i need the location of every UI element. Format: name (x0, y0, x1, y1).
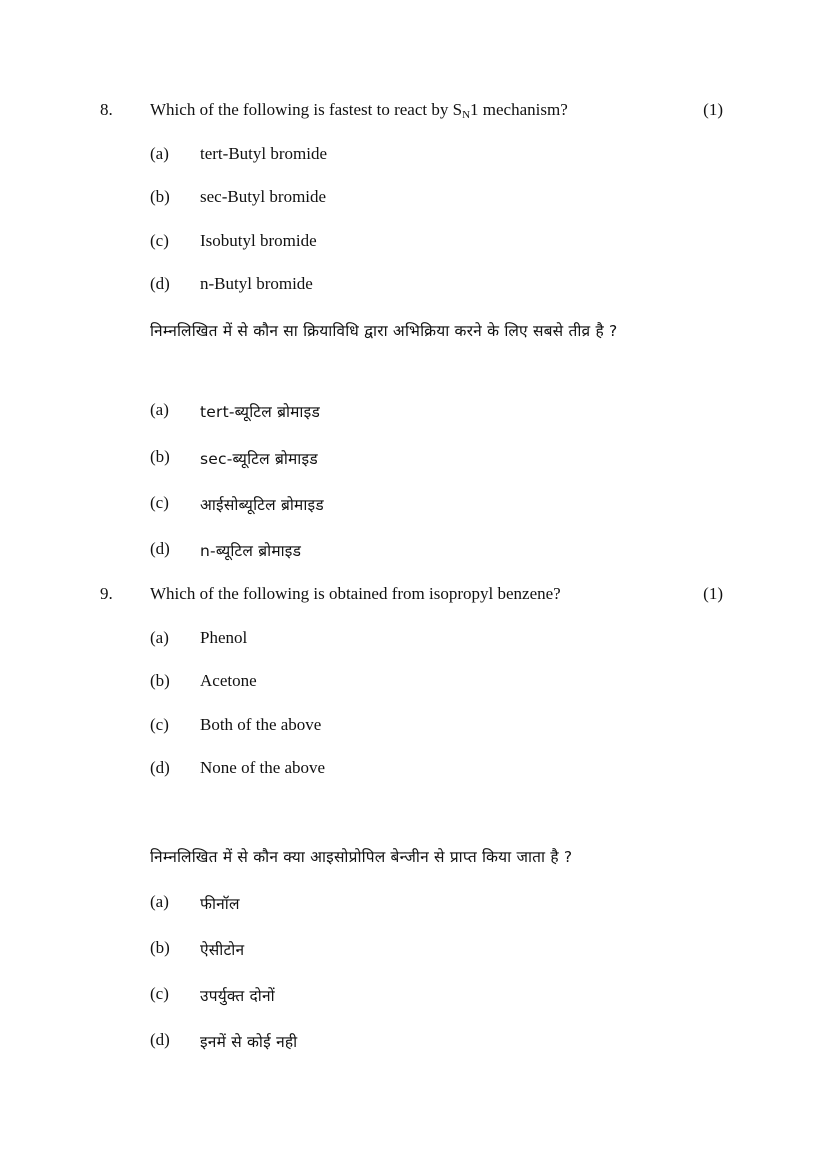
question-8-text-start: Which of the following is fastest to react by S (150, 100, 463, 119)
q8-hi-option-b-label: (b) (150, 447, 170, 466)
q8-hi-option-c-text: आईसोब्यूटिल ब्रोमाइड (200, 496, 324, 514)
question-8-text-end: 1 mechanism? (470, 100, 568, 119)
q9-en-option-c-text: Both of the above (200, 715, 322, 734)
q9-en-option-a-text: Phenol (200, 628, 248, 647)
q8-hi-option-c-label: (c) (150, 493, 169, 512)
question-9-marks: (1) (703, 584, 723, 603)
q8-en-option-b-label: (b) (150, 187, 170, 206)
question-9-hindi-text: निम्नलिखित में से कौन क्या आइसोप्रोपिल बेन्जीन से प्राप्त किया जाता है ? (150, 848, 573, 866)
question-8-number: 8. (100, 100, 113, 119)
q8-en-option-d-label: (d) (150, 274, 170, 293)
question-9-number: 9. (100, 584, 113, 603)
q9-hi-option-c-label: (c) (150, 984, 169, 1003)
q9-hi-option-a-label: (a) (150, 892, 169, 911)
q8-en-option-b-text: sec-Butyl bromide (200, 187, 327, 206)
q9-hi-option-d-text: इनमें से कोई नही (200, 1033, 298, 1051)
q9-en-option-d-label: (d) (150, 758, 170, 777)
question-8-hindi-text: निम्नलिखित में से कौन सा क्रियाविधि द्वारा अभिक्रिया करने के लिए सबसे तीव्र है ? (150, 322, 618, 340)
q9-en-option-c-label: (c) (150, 715, 169, 734)
q8-en-option-a-label: (a) (150, 144, 169, 163)
question-9-text: Which of the following is obtained from isopropyl benzene? (150, 584, 561, 603)
q9-en-option-b-text: Acetone (200, 671, 257, 690)
q8-hi-option-d-text: n-ब्यूटिल ब्रोमाइड (200, 542, 302, 560)
question-8-subscript: N (462, 109, 471, 121)
q8-hi-option-a-label: (a) (150, 400, 169, 419)
q8-en-option-a-text: tert-Butyl bromide (200, 144, 328, 163)
q9-en-option-b-label: (b) (150, 671, 170, 690)
question-8-marks: (1) (703, 100, 723, 119)
q9-en-option-a-label: (a) (150, 628, 169, 647)
q9-en-option-d-text: None of the above (200, 758, 326, 777)
question-8-text (150, 100, 568, 121)
q9-hi-option-a-text: फीनॉल (200, 895, 240, 913)
q9-hi-option-c-text: उपर्युक्त दोनों (200, 987, 275, 1005)
q9-hi-option-b-text: ऐसीटोन (200, 941, 245, 959)
q8-en-option-d-text: n-Butyl bromide (200, 274, 313, 293)
q9-hi-option-d-label: (d) (150, 1030, 170, 1049)
q9-hi-option-b-label: (b) (150, 938, 170, 957)
q8-hi-option-d-label: (d) (150, 539, 170, 558)
q8-en-option-c-label: (c) (150, 231, 169, 250)
q8-en-option-c-text: Isobutyl bromide (200, 231, 317, 250)
q8-hi-option-a-text: tert-ब्यूटिल ब्रोमाइड (200, 403, 320, 421)
q8-hi-option-b-text: sec-ब्यूटिल ब्रोमाइड (200, 450, 318, 468)
